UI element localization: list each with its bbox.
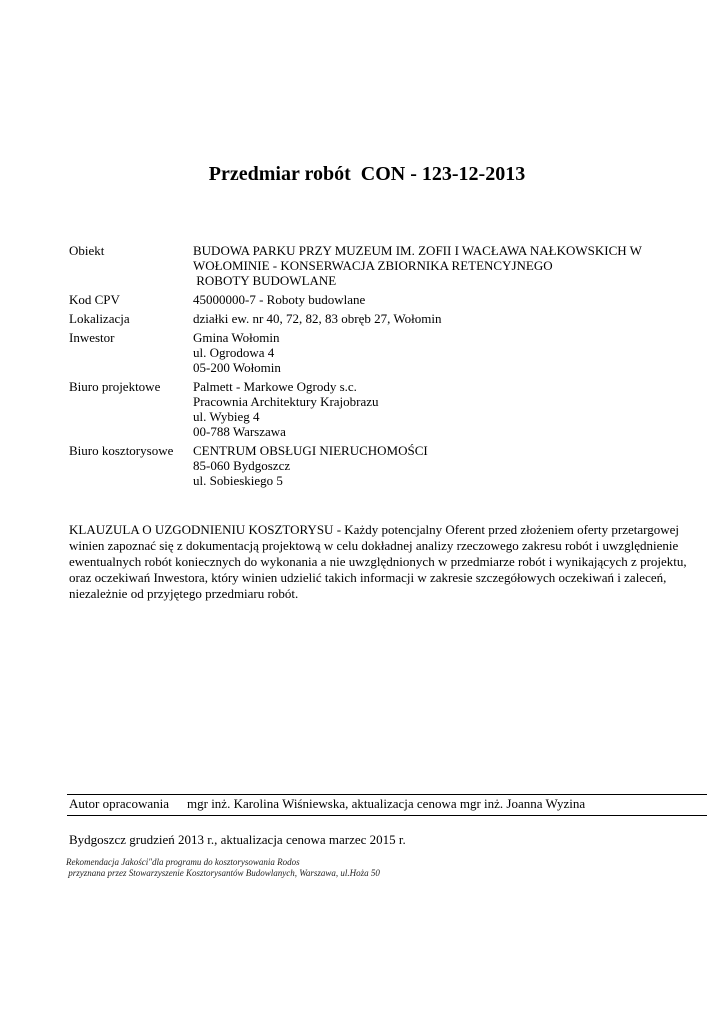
info-value-line: ROBOTY BUDOWLANE — [193, 273, 337, 288]
author-value: mgr inż. Karolina Wiśniewska, aktualizacja cenowa mgr inż. Joanna Wyzina — [187, 796, 586, 811]
info-value-kod-cpv — [193, 292, 669, 307]
info-value-obiekt — [193, 243, 669, 288]
info-value-line: ul. Wybieg 4 — [193, 409, 260, 424]
info-row-kod-cpv — [69, 292, 669, 307]
info-value-line: Gmina Wołomin — [193, 330, 280, 345]
footnote-line: Rekomendacja Jakości"dla programu do kosztorysowania Rodos — [66, 857, 300, 867]
info-value-line: ul. Sobieskiego 5 — [193, 473, 283, 488]
info-label-biuro-projektowe: Biuro projektowe — [69, 379, 161, 394]
cost-estimate-clause — [69, 522, 709, 602]
info-value-inwestor — [193, 330, 669, 375]
project-info-table — [69, 243, 669, 492]
info-value-line: Palmett - Markowe Ogrody s.c. — [193, 379, 357, 394]
info-value-line: 05-200 Wołomin — [193, 360, 281, 375]
info-value-biuro-projektowe — [193, 379, 669, 439]
info-row-lokalizacja — [69, 311, 669, 326]
clause-line: winien zapoznać się z dokumentacją projektową w celu dokładnej analizy rzeczowego zakresu robót i uwzględnienie — [69, 538, 679, 553]
info-value-line: działki ew. nr 40, 72, 82, 83 obręb 27, Wołomin — [193, 311, 442, 326]
info-value-line: 85-060 Bydgoszcz — [193, 458, 291, 473]
info-label-kod-cpv: Kod CPV — [69, 292, 120, 307]
info-value-line: BUDOWA PARKU PRZY MUZEUM IM. ZOFII I WACŁAWA NAŁKOWSKICH W — [193, 243, 642, 258]
document-title-text: Przedmiar robót CON - 123-12-2013 — [208, 163, 526, 185]
info-value-line: Pracownia Architektury Krajobrazu — [193, 394, 379, 409]
info-value-line: ul. Ogrodowa 4 — [193, 345, 275, 360]
author-line — [69, 796, 709, 812]
info-value-line: 00-788 Warszawa — [193, 424, 286, 439]
info-row-biuro-kosztorysowe — [69, 443, 669, 488]
clause-line: niezależnie od przyjętego przedmiaru robót. — [69, 586, 299, 601]
info-row-biuro-projektowe — [69, 379, 669, 439]
footnote-line: przyznana przez Stowarzyszenie Kosztorysantów Budowlanych, Warszawa, ul.Hoża 50 — [66, 868, 380, 878]
clause-line: KLAUZULA O UZGODNIENIU KOSZTORYSU - Każdy potencjalny Oferent przed złożeniem oferty przetargowej — [69, 522, 679, 537]
info-label-inwestor: Inwestor — [69, 330, 115, 345]
info-label-obiekt: Obiekt — [69, 243, 105, 258]
clause-line: oraz oczekiwań Inwestora, który winien udzielić takich informacji w zakresie szczegółowych oczekiwań i zaleceń, — [69, 570, 667, 585]
info-value-biuro-kosztorysowe — [193, 443, 669, 488]
document-title — [0, 140, 724, 186]
info-label-biuro-kosztorysowe: Biuro kosztorysowe — [69, 443, 174, 458]
author-divider-bottom — [67, 815, 707, 816]
info-value-line: CENTRUM OBSŁUGI NIERUCHOMOŚCI — [193, 443, 428, 458]
place-date: Bydgoszcz grudzień 2013 r., aktualizacja cenowa marzec 2015 r. — [69, 832, 406, 847]
info-row-inwestor — [69, 330, 669, 375]
footnote — [66, 857, 380, 879]
info-row-obiekt — [69, 243, 669, 288]
info-value-line: WOŁOMINIE - KONSERWACJA ZBIORNIKA RETENCYJNEGO — [193, 258, 553, 273]
info-value-lokalizacja — [193, 311, 669, 326]
clause-line: ewentualnych robót koniecznych do wykonania a nie uwzględnionych w przedmiarze robót i wynikających z projektu, — [69, 554, 687, 569]
info-value-line: 45000000-7 - Roboty budowlane — [193, 292, 366, 307]
author-label: Autor opracowania — [69, 796, 169, 811]
info-label-lokalizacja: Lokalizacja — [69, 311, 130, 326]
author-divider-top — [67, 794, 707, 795]
